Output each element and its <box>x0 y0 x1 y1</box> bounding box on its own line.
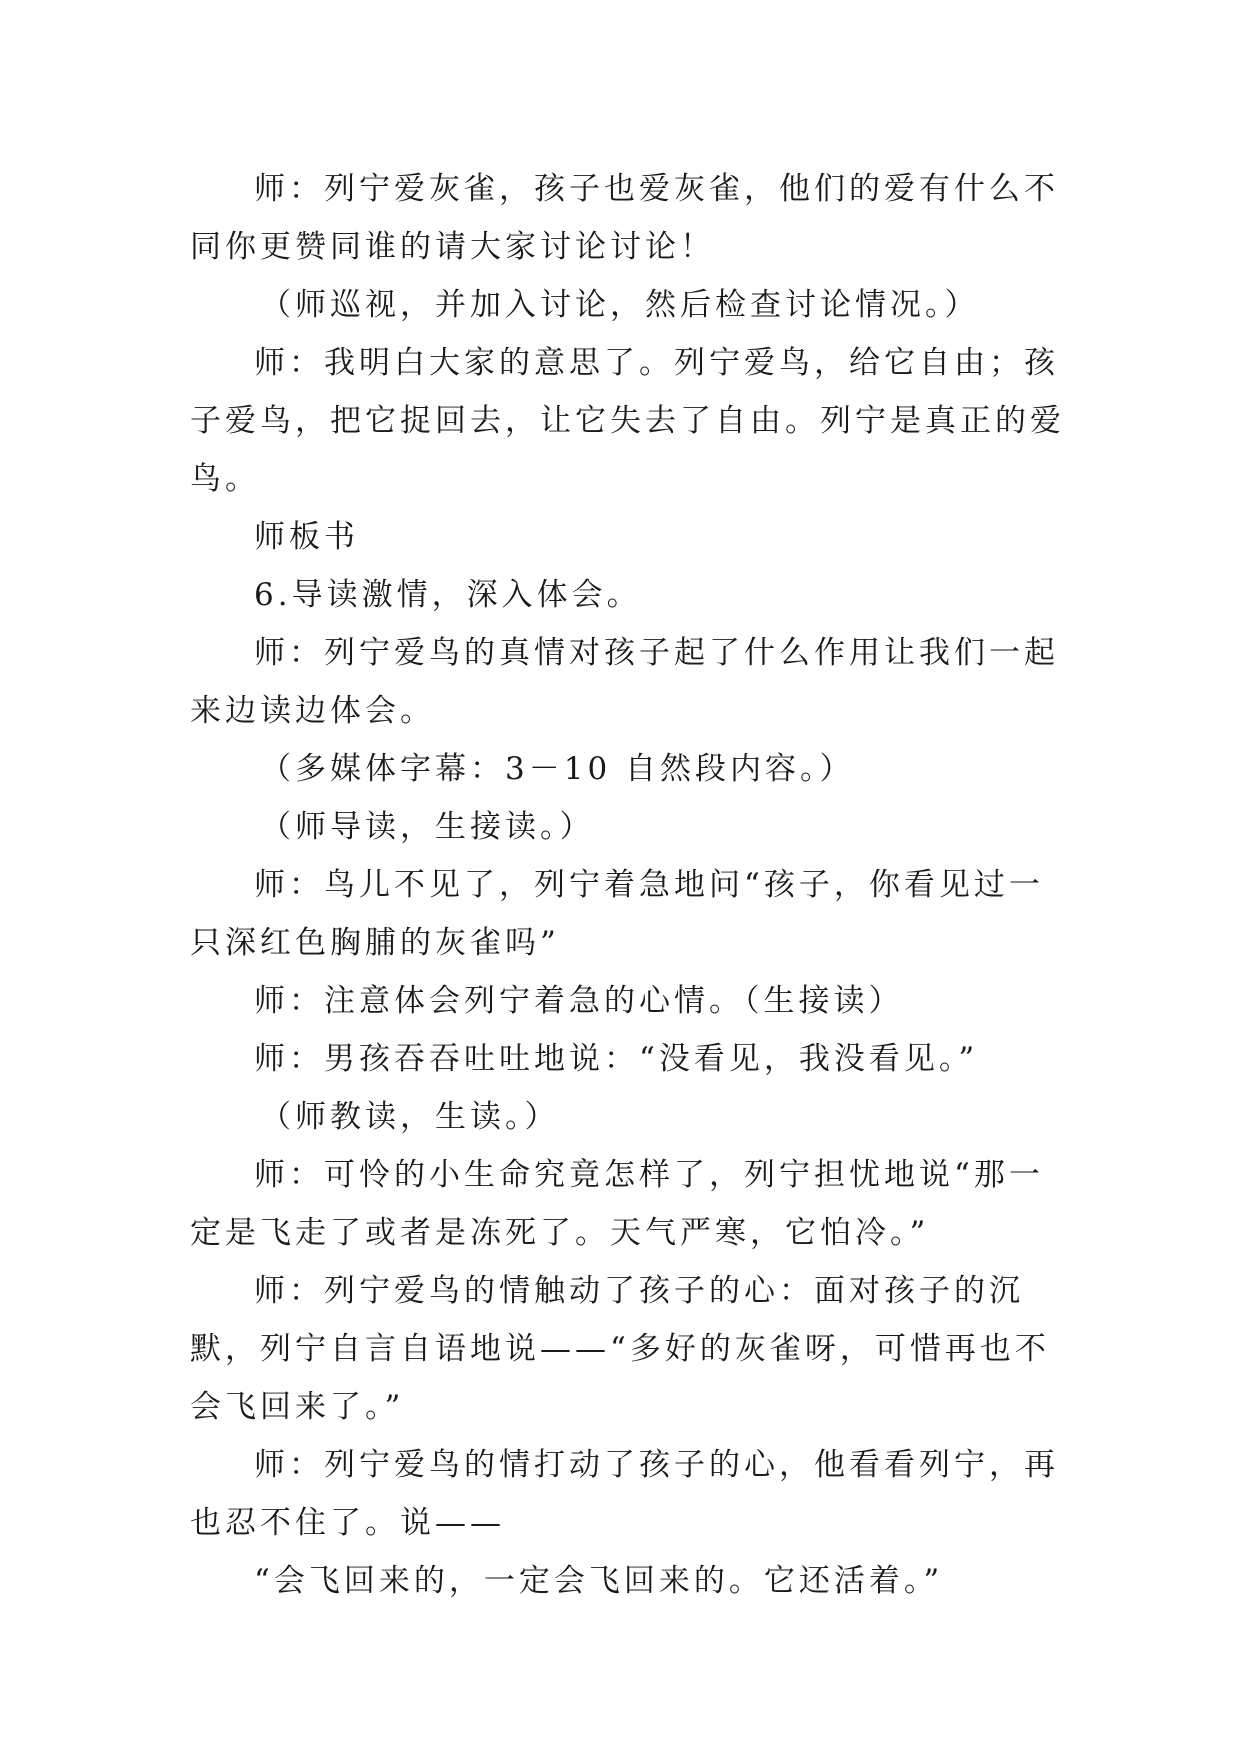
paragraph-dialogue: 师：注意体会列宁着急的心情。（生接读） <box>254 983 904 1019</box>
paragraph-dialogue: 师：鸟儿不见了，列宁着急地问“孩子，你看见过一只深红色胸脯的灰雀吗” <box>190 867 1044 961</box>
section-heading: 6.导读激情，深入体会。 <box>254 577 642 613</box>
lesson-transcript <box>190 160 1070 1610</box>
paragraph-blackboard-note: 师板书 <box>254 519 359 555</box>
paragraph-boy-quote: “会飞回来的，一定会飞回来的。它还活着。” <box>254 1563 944 1599</box>
paragraph-discussion-prompt: 师：列宁爱灰雀，孩子也爱灰雀，他们的爱有什么不同你更赞同谁的请大家讨论讨论！ <box>190 171 1059 265</box>
paragraph-teacher-intro: 师：列宁爱鸟的真情对孩子起了什么作用让我们一起来边读边体会。 <box>190 635 1059 729</box>
paragraph-reading-note: （师导读，生接读。） <box>260 809 595 845</box>
paragraph-dialogue: 师：列宁爱鸟的情触动了孩子的心：面对孩子的沉默，列宁自言自语地说——“多好的灰雀呀，可惜再也不会飞回来了。” <box>190 1273 1050 1425</box>
paragraph-multimedia-note: （多媒体字幕：3－10 自然段内容。） <box>260 751 855 787</box>
paragraph-dialogue: 师：男孩吞吞吐吐地说：“没看见，我没看见。” <box>254 1041 979 1077</box>
paragraph-dialogue: 师：可怜的小生命究竟怎样了，列宁担忧地说“那一定是飞走了或者是冻死了。天气严寒，它怕冷。” <box>190 1157 1044 1251</box>
paragraph-dialogue: 师：列宁爱鸟的情打动了孩子的心，他看看列宁，再也忍不住了。说—— <box>190 1447 1059 1541</box>
paragraph-teaching-note: （师教读，生读。） <box>260 1099 560 1135</box>
paragraph-teacher-summary: 师：我明白大家的意思了。列宁爱鸟，给它自由；孩子爱鸟，把它捉回去，让它失去了自由。列宁是真正的爱鸟。 <box>190 345 1065 497</box>
paragraph-stage-direction: （师巡视，并加入讨论，然后检查讨论情况。） <box>260 287 980 323</box>
